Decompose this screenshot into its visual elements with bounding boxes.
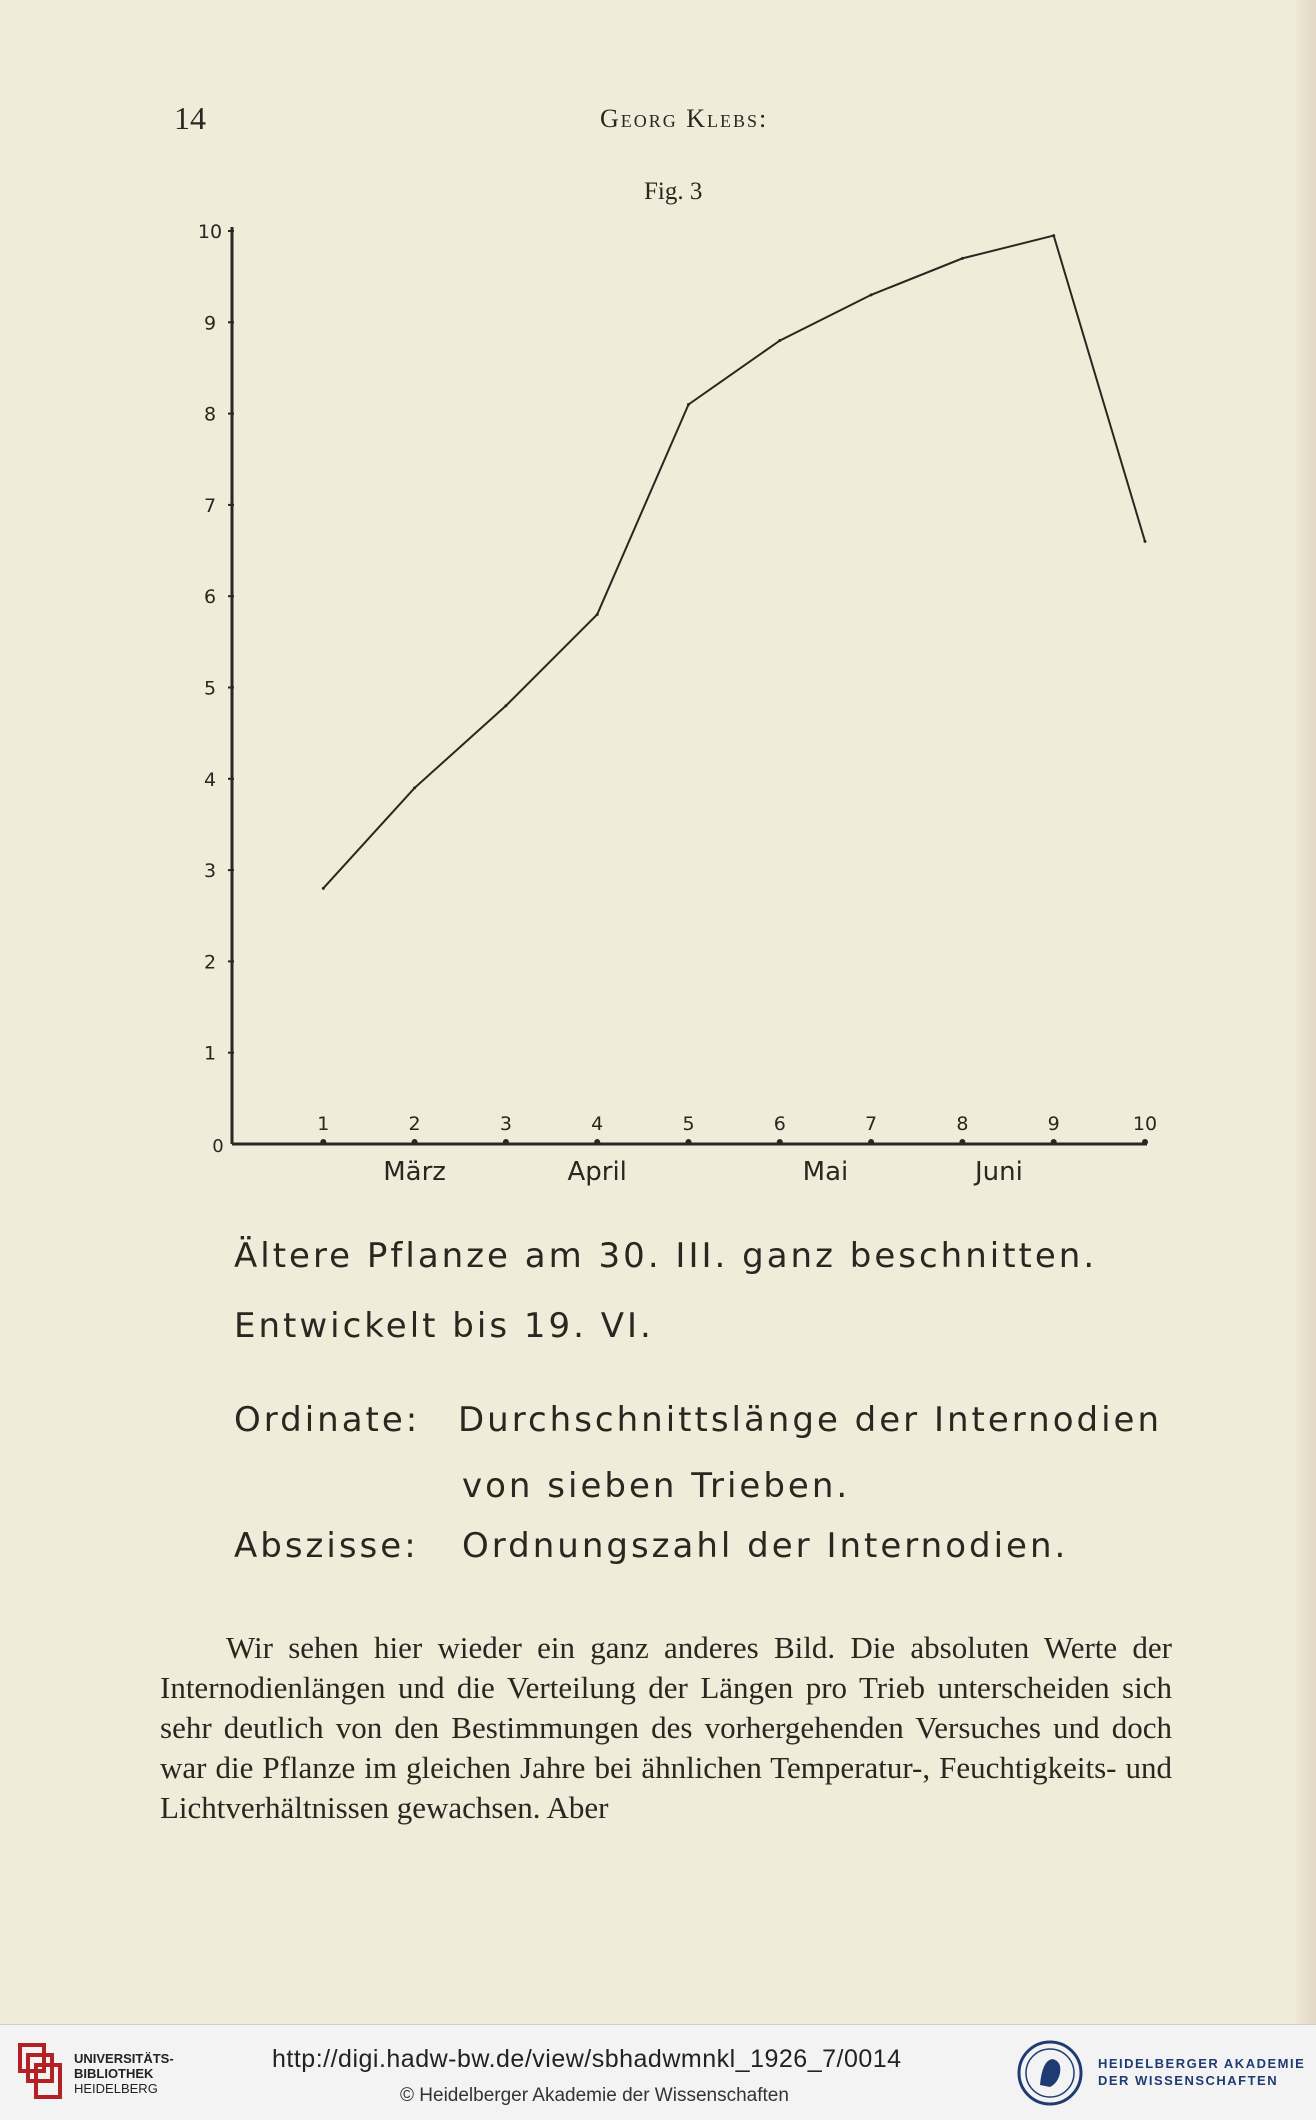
x-tick-mark [686, 1139, 692, 1145]
x-tick-mark [320, 1139, 326, 1145]
x-tick-mark [777, 1139, 783, 1145]
chart-axes [232, 227, 1147, 1144]
running-head: Georg Klebs: [600, 104, 769, 133]
chart-series [322, 234, 1147, 890]
data-point [322, 887, 325, 890]
data-point [961, 257, 964, 260]
data-point [870, 293, 873, 296]
library-name-line-2: BIBLIOTHEK [74, 2066, 154, 2081]
academy-name [1098, 2055, 1305, 2089]
data-point [413, 786, 416, 789]
data-point [504, 704, 507, 707]
academy-name-line-2: DER WISSENSCHAFTEN [1098, 2073, 1279, 2088]
series-line [323, 236, 1145, 889]
y-tick-label: 5 [203, 677, 217, 700]
x-tick-label: 9 [1047, 1113, 1060, 1135]
y-tick-label: 3 [203, 860, 217, 883]
x-tick-label: 4 [591, 1113, 604, 1135]
x-tick-mark [594, 1139, 600, 1145]
library-name [74, 2051, 174, 2096]
x-tick-mark [868, 1139, 874, 1145]
x-tick-label: 7 [865, 1113, 878, 1135]
x-tick-label: 10 [1132, 1113, 1158, 1135]
library-name-line-3: HEIDELBERG [74, 2081, 158, 2096]
abscissa-key: Abszisse: [234, 1526, 419, 1566]
y-tick-label: 2 [203, 951, 217, 974]
caption-line-2: Entwickelt bis 19. VI. [234, 1306, 654, 1346]
body-text [160, 1628, 1172, 1828]
academy-name-line-1: HEIDELBERGER AKADEMIE [1098, 2056, 1306, 2071]
month-label: Mai [802, 1157, 849, 1187]
data-point [596, 613, 599, 616]
abscissa-text: Ordnungszahl der Internodien. [462, 1526, 1069, 1566]
footer-bar [0, 2024, 1316, 2120]
copyright-notice: © Heidelberger Akademie der Wissenschaften [400, 2085, 789, 2106]
library-logo-icon [14, 2041, 64, 2101]
body-paragraph: Wir sehen hier wieder ein ganz anderes Bild. Die absoluten Werte der Internodienlängen und die Verteilung der Längen pro Trieb unterscheiden sich sehr deutlich von den Bestimmungen des vorhergehenden Versuches und doch war die Pflanze im gleichen Jahre bei ähnlichen Temperatur-, Feuchtigkeits- und Lichtverhältnissen gewachsen. Aber [160, 1630, 1172, 1825]
chart-ticks [198, 221, 1157, 1187]
ordinate-key: Ordinate: [234, 1400, 421, 1440]
figure-label: Fig. 3 [644, 178, 703, 205]
y-tick-label: 8 [203, 403, 217, 426]
data-point [1144, 540, 1147, 543]
x-tick-mark [959, 1139, 965, 1145]
x-tick-mark [1142, 1139, 1148, 1145]
ordinate-text-2: von sieben Trieben. [462, 1466, 851, 1506]
x-tick-label: 3 [499, 1113, 512, 1135]
x-tick-mark [1051, 1139, 1057, 1145]
ordinate-text: Durchschnittslänge der Internodien [458, 1400, 1163, 1440]
origin-label: 0 [212, 1136, 224, 1157]
library-name-line-1: UNIVERSITÄTS- [74, 2051, 174, 2066]
month-label: März [383, 1157, 446, 1187]
y-tick-label: 7 [203, 494, 217, 517]
y-tick-label: 9 [203, 312, 217, 335]
x-tick-mark [503, 1139, 509, 1145]
x-tick-label: 6 [773, 1113, 786, 1135]
academy-seal-icon [1016, 2039, 1084, 2107]
y-tick-label: 1 [203, 1042, 217, 1065]
x-tick-label: 8 [956, 1113, 969, 1135]
x-tick-mark [412, 1139, 418, 1145]
data-point [687, 403, 690, 406]
month-label: Juni [974, 1157, 1023, 1187]
data-point [778, 339, 781, 342]
x-tick-label: 2 [408, 1113, 421, 1135]
y-tick-label: 6 [203, 586, 217, 609]
month-label: April [567, 1157, 627, 1187]
y-tick-label: 10 [197, 221, 223, 243]
y-tick-label: 4 [203, 768, 217, 791]
caption-line-1: Ältere Pflanze am 30. III. ganz beschnitten. [234, 1236, 1098, 1276]
source-url-link[interactable]: http://digi.hadw-bw.de/view/sbhadwmnkl_1926_7/0014 [272, 2045, 902, 2073]
x-tick-label: 5 [682, 1113, 695, 1135]
x-tick-label: 1 [317, 1113, 330, 1135]
page-number: 14 [174, 100, 206, 136]
data-point [1052, 234, 1055, 237]
